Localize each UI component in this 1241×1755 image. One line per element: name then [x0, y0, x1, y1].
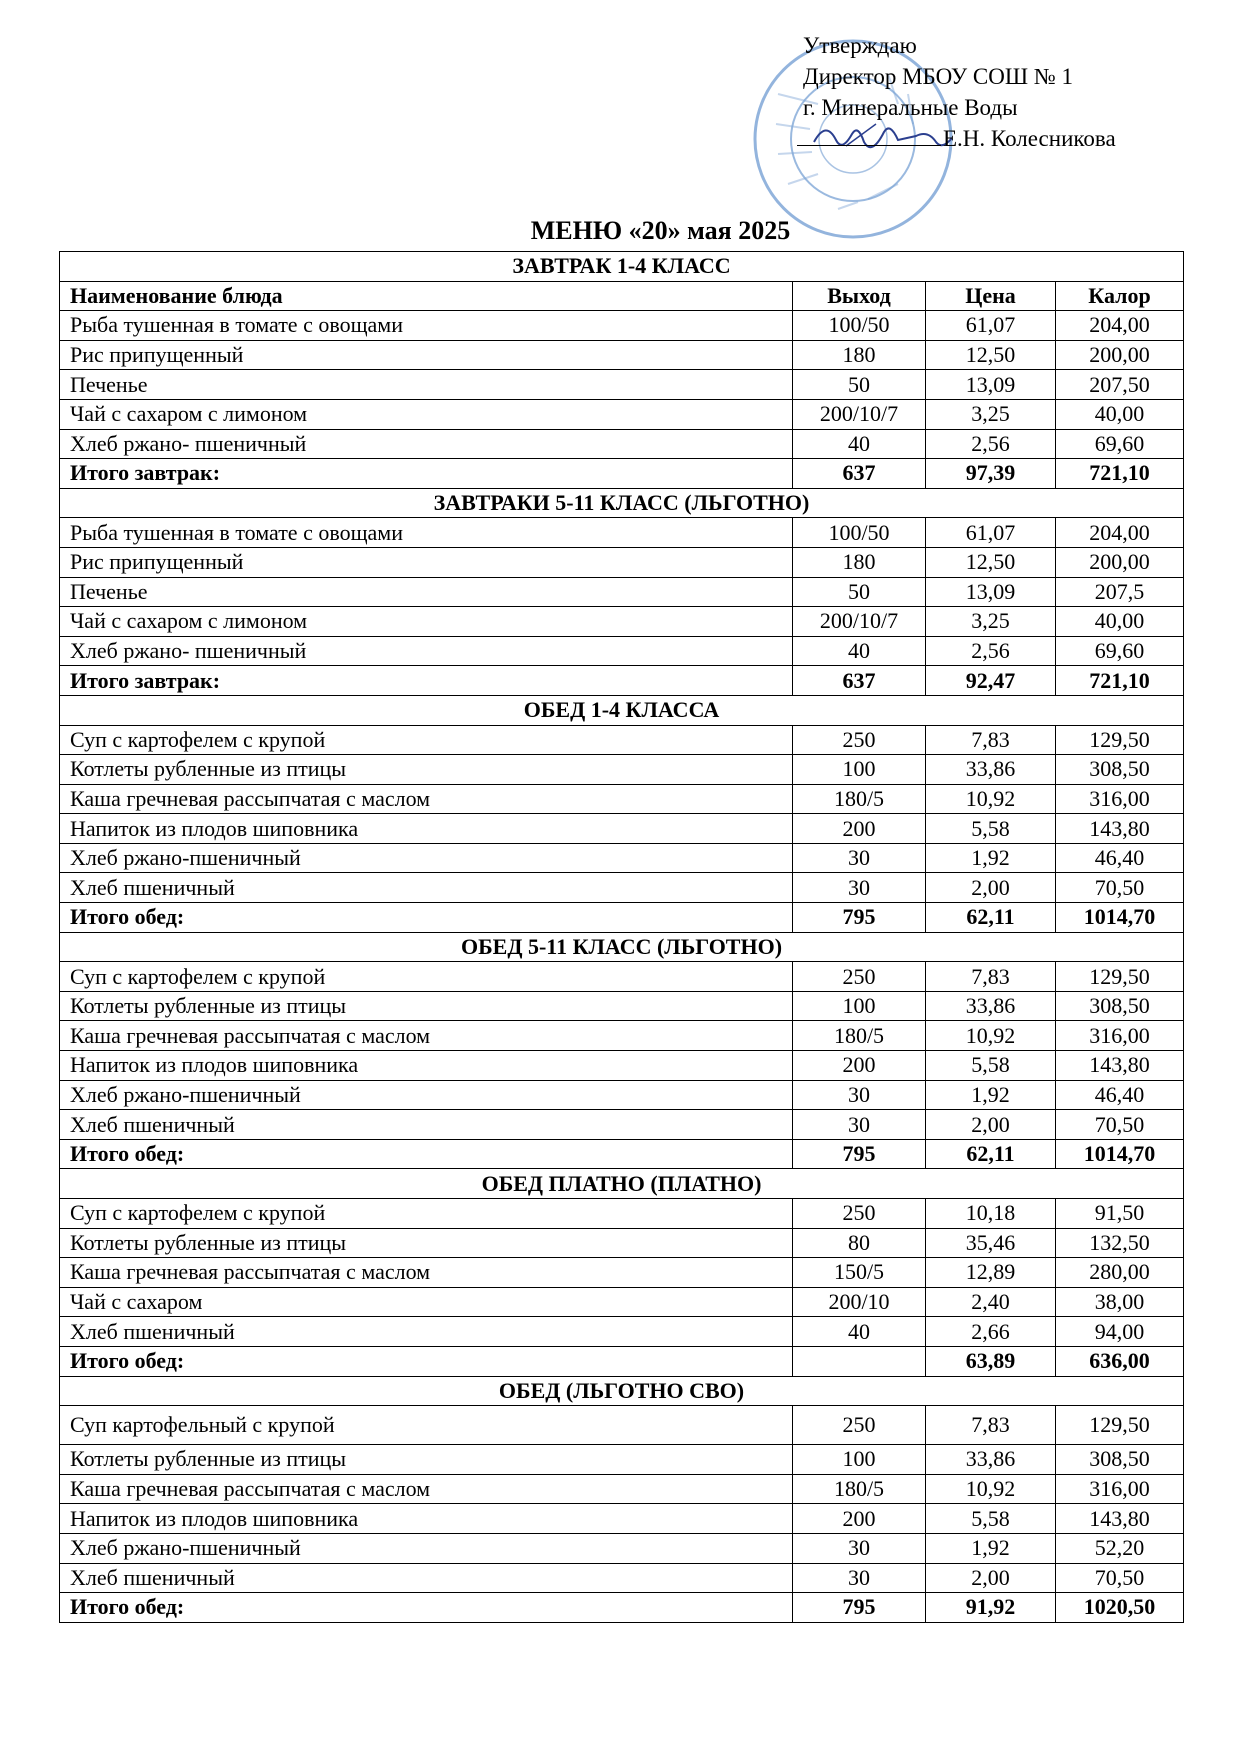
menu-item-row — [60, 1228, 1184, 1258]
dish-price: 2,00 — [926, 1563, 1056, 1593]
approval-signature-line — [797, 123, 1116, 154]
total-price: 97,39 — [926, 459, 1056, 489]
dish-price: 5,58 — [926, 1051, 1056, 1081]
dish-price: 10,18 — [926, 1199, 1056, 1229]
dish-output: 200/10/7 — [793, 399, 926, 429]
total-output: 637 — [793, 666, 926, 696]
dish-name: Хлеб ржано-пшеничный — [60, 1080, 793, 1110]
dish-calories: 69,60 — [1056, 429, 1184, 459]
dish-output: 40 — [793, 429, 926, 459]
dish-calories: 316,00 — [1056, 1021, 1184, 1051]
menu-table — [59, 251, 1184, 1623]
total-row — [60, 1593, 1184, 1623]
dish-output: 30 — [793, 1563, 926, 1593]
dish-calories: 40,00 — [1056, 607, 1184, 637]
dish-calories: 280,00 — [1056, 1258, 1184, 1288]
dish-price: 33,86 — [926, 991, 1056, 1021]
dish-price: 5,58 — [926, 1504, 1056, 1534]
section-title-row — [60, 1376, 1184, 1406]
dish-output: 30 — [793, 873, 926, 903]
dish-name: Суп картофельный с крупой — [60, 1406, 793, 1445]
total-output — [793, 1346, 926, 1376]
total-label: Итого завтрак: — [60, 666, 793, 696]
section-title-row — [60, 488, 1184, 518]
dish-calories: 94,00 — [1056, 1317, 1184, 1347]
dish-price: 61,07 — [926, 518, 1056, 548]
dish-output: 250 — [793, 1406, 926, 1445]
dish-price: 61,07 — [926, 311, 1056, 341]
section-title-row — [60, 695, 1184, 725]
dish-output: 250 — [793, 962, 926, 992]
dish-calories: 69,60 — [1056, 636, 1184, 666]
dish-name: Чай с сахаром с лимоном — [60, 399, 793, 429]
menu-item-row — [60, 429, 1184, 459]
total-output: 795 — [793, 1139, 926, 1169]
dish-calories: 129,50 — [1056, 1406, 1184, 1445]
dish-price: 5,58 — [926, 814, 1056, 844]
dish-output: 250 — [793, 1199, 926, 1229]
dish-output: 30 — [793, 1533, 926, 1563]
dish-calories: 308,50 — [1056, 755, 1184, 785]
column-header-price: Цена — [926, 281, 1056, 311]
dish-output: 40 — [793, 636, 926, 666]
dish-output: 30 — [793, 1080, 926, 1110]
dish-calories: 70,50 — [1056, 1563, 1184, 1593]
dish-calories: 316,00 — [1056, 784, 1184, 814]
dish-output: 50 — [793, 577, 926, 607]
dish-calories: 38,00 — [1056, 1287, 1184, 1317]
dish-name: Печенье — [60, 577, 793, 607]
menu-item-row — [60, 1287, 1184, 1317]
menu-item-row — [60, 311, 1184, 341]
dish-output: 180 — [793, 340, 926, 370]
dish-name: Хлеб ржано- пшеничный — [60, 429, 793, 459]
dish-name: Напиток из плодов шиповника — [60, 1504, 793, 1534]
dish-output: 180 — [793, 547, 926, 577]
menu-table-body — [60, 252, 1184, 1623]
total-price: 92,47 — [926, 666, 1056, 696]
dish-output: 100 — [793, 755, 926, 785]
dish-price: 2,00 — [926, 873, 1056, 903]
dish-output: 50 — [793, 370, 926, 400]
dish-output: 80 — [793, 1228, 926, 1258]
dish-price: 2,56 — [926, 636, 1056, 666]
dish-price: 2,66 — [926, 1317, 1056, 1347]
menu-item-row — [60, 1021, 1184, 1051]
total-label: Итого обед: — [60, 903, 793, 933]
dish-name: Рис припущенный — [60, 547, 793, 577]
dish-calories: 308,50 — [1056, 1445, 1184, 1475]
dish-name: Рыба тушенная в томате с овощами — [60, 311, 793, 341]
dish-output: 200 — [793, 814, 926, 844]
total-calories: 721,10 — [1056, 459, 1184, 489]
total-calories: 636,00 — [1056, 1346, 1184, 1376]
director-name: Е.Н. Колесникова — [943, 126, 1116, 151]
dish-calories: 143,80 — [1056, 1051, 1184, 1081]
dish-name: Хлеб пшеничный — [60, 1317, 793, 1347]
menu-item-row — [60, 399, 1184, 429]
dish-calories: 207,50 — [1056, 370, 1184, 400]
menu-item-row — [60, 1445, 1184, 1475]
dish-calories: 46,40 — [1056, 1080, 1184, 1110]
dish-output: 250 — [793, 725, 926, 755]
dish-price: 3,25 — [926, 607, 1056, 637]
dish-name: Хлеб пшеничный — [60, 1110, 793, 1140]
dish-calories: 52,20 — [1056, 1533, 1184, 1563]
total-price: 63,89 — [926, 1346, 1056, 1376]
dish-calories: 70,50 — [1056, 873, 1184, 903]
total-label: Итого обед: — [60, 1593, 793, 1623]
dish-calories: 207,5 — [1056, 577, 1184, 607]
total-row — [60, 1139, 1184, 1169]
menu-item-row — [60, 518, 1184, 548]
section-title: ОБЕД (ЛЬГОТНО СВО) — [60, 1376, 1184, 1406]
dish-output: 200/10/7 — [793, 607, 926, 637]
dish-price: 10,92 — [926, 784, 1056, 814]
menu-item-row — [60, 340, 1184, 370]
section-title-row — [60, 932, 1184, 962]
dish-price: 33,86 — [926, 1445, 1056, 1475]
dish-output: 100/50 — [793, 518, 926, 548]
dish-name: Хлеб ржано-пшеничный — [60, 1533, 793, 1563]
total-row — [60, 903, 1184, 933]
dish-price: 2,40 — [926, 1287, 1056, 1317]
dish-price: 33,86 — [926, 755, 1056, 785]
dish-output: 100 — [793, 1445, 926, 1475]
dish-name: Котлеты рубленные из птицы — [60, 755, 793, 785]
section-title: ЗАВТРАК 1-4 КЛАСС — [60, 252, 1184, 282]
dish-name: Каша гречневая рассыпчатая с маслом — [60, 784, 793, 814]
dish-price: 12,50 — [926, 547, 1056, 577]
menu-item-row — [60, 547, 1184, 577]
dish-name: Напиток из плодов шиповника — [60, 1051, 793, 1081]
dish-name: Хлеб ржано-пшеничный — [60, 843, 793, 873]
dish-output: 30 — [793, 843, 926, 873]
dish-calories: 40,00 — [1056, 399, 1184, 429]
menu-item-row — [60, 1504, 1184, 1534]
section-title: ЗАВТРАКИ 5-11 КЛАСС (ЛЬГОТНО) — [60, 488, 1184, 518]
dish-output: 30 — [793, 1110, 926, 1140]
total-calories: 721,10 — [1056, 666, 1184, 696]
dish-output: 40 — [793, 1317, 926, 1347]
total-output: 795 — [793, 1593, 926, 1623]
menu-item-row — [60, 607, 1184, 637]
menu-item-row — [60, 1563, 1184, 1593]
total-row — [60, 1346, 1184, 1376]
dish-price: 2,00 — [926, 1110, 1056, 1140]
dish-price: 12,89 — [926, 1258, 1056, 1288]
dish-output: 150/5 — [793, 1258, 926, 1288]
dish-price: 3,25 — [926, 399, 1056, 429]
dish-calories: 129,50 — [1056, 725, 1184, 755]
section-title: ОБЕД ПЛАТНО (ПЛАТНО) — [60, 1169, 1184, 1199]
total-row — [60, 666, 1184, 696]
approval-line-2: Директор МБОУ СОШ № 1 — [803, 64, 1074, 89]
dish-name: Суп с картофелем с крупой — [60, 962, 793, 992]
menu-item-row — [60, 962, 1184, 992]
total-calories: 1014,70 — [1056, 903, 1184, 933]
menu-item-row — [60, 725, 1184, 755]
dish-calories: 204,00 — [1056, 518, 1184, 548]
dish-calories: 200,00 — [1056, 340, 1184, 370]
total-price: 62,11 — [926, 1139, 1056, 1169]
total-price: 91,92 — [926, 1593, 1056, 1623]
signature-underline — [797, 125, 941, 146]
total-output: 795 — [793, 903, 926, 933]
dish-name: Хлеб пшеничный — [60, 1563, 793, 1593]
menu-item-row — [60, 784, 1184, 814]
section-title-row — [60, 252, 1184, 282]
dish-output: 180/5 — [793, 1474, 926, 1504]
column-header-output: Выход — [793, 281, 926, 311]
total-label: Итого обед: — [60, 1139, 793, 1169]
dish-name: Хлеб ржано- пшеничный — [60, 636, 793, 666]
approval-block — [803, 30, 1116, 154]
menu-item-row — [60, 991, 1184, 1021]
dish-output: 180/5 — [793, 784, 926, 814]
dish-calories: 91,50 — [1056, 1199, 1184, 1229]
column-header-row — [60, 281, 1184, 311]
approval-line-1: Утверждаю — [803, 33, 917, 58]
menu-item-row — [60, 1199, 1184, 1229]
section-title: ОБЕД 1-4 КЛАССА — [60, 695, 1184, 725]
dish-calories: 143,80 — [1056, 1504, 1184, 1534]
dish-price: 7,83 — [926, 1406, 1056, 1445]
dish-name: Чай с сахаром с лимоном — [60, 607, 793, 637]
menu-item-row — [60, 370, 1184, 400]
total-price: 62,11 — [926, 903, 1056, 933]
dish-name: Котлеты рубленные из птицы — [60, 1445, 793, 1475]
dish-price: 13,09 — [926, 577, 1056, 607]
dish-price: 1,92 — [926, 1080, 1056, 1110]
dish-calories: 200,00 — [1056, 547, 1184, 577]
dish-name: Каша гречневая рассыпчатая с маслом — [60, 1258, 793, 1288]
page-title: МЕНЮ «20» мая 2025 — [530, 216, 791, 245]
menu-item-row — [60, 1474, 1184, 1504]
total-label: Итого завтрак: — [60, 459, 793, 489]
dish-calories: 143,80 — [1056, 814, 1184, 844]
dish-price: 1,92 — [926, 1533, 1056, 1563]
menu-item-row — [60, 755, 1184, 785]
dish-price: 2,56 — [926, 429, 1056, 459]
dish-calories: 132,50 — [1056, 1228, 1184, 1258]
dish-name: Котлеты рубленные из птицы — [60, 1228, 793, 1258]
menu-item-row — [60, 1406, 1184, 1445]
dish-name: Суп с картофелем с крупой — [60, 1199, 793, 1229]
dish-calories: 46,40 — [1056, 843, 1184, 873]
total-calories: 1014,70 — [1056, 1139, 1184, 1169]
menu-item-row — [60, 1533, 1184, 1563]
dish-price: 10,92 — [926, 1474, 1056, 1504]
dish-calories: 70,50 — [1056, 1110, 1184, 1140]
menu-item-row — [60, 1080, 1184, 1110]
dish-price: 12,50 — [926, 340, 1056, 370]
menu-item-row — [60, 873, 1184, 903]
dish-name: Чай с сахаром — [60, 1287, 793, 1317]
menu-item-row — [60, 1110, 1184, 1140]
dish-name: Суп с картофелем с крупой — [60, 725, 793, 755]
dish-price: 13,09 — [926, 370, 1056, 400]
dish-output: 200 — [793, 1504, 926, 1534]
column-header-name: Наименование блюда — [60, 281, 793, 311]
menu-item-row — [60, 577, 1184, 607]
dish-name: Каша гречневая рассыпчатая с маслом — [60, 1021, 793, 1051]
dish-name: Рыба тушенная в томате с овощами — [60, 518, 793, 548]
dish-name: Каша гречневая рассыпчатая с маслом — [60, 1474, 793, 1504]
dish-price: 35,46 — [926, 1228, 1056, 1258]
dish-price: 7,83 — [926, 725, 1056, 755]
dish-calories: 308,50 — [1056, 991, 1184, 1021]
menu-item-row — [60, 1051, 1184, 1081]
dish-output: 180/5 — [793, 1021, 926, 1051]
total-row — [60, 459, 1184, 489]
dish-name: Рис припущенный — [60, 340, 793, 370]
total-output: 637 — [793, 459, 926, 489]
dish-name: Напиток из плодов шиповника — [60, 814, 793, 844]
dish-output: 100 — [793, 991, 926, 1021]
dish-output: 200/10 — [793, 1287, 926, 1317]
column-header-calories: Калор — [1056, 281, 1184, 311]
total-calories: 1020,50 — [1056, 1593, 1184, 1623]
menu-item-row — [60, 1317, 1184, 1347]
section-title: ОБЕД 5-11 КЛАСС (ЛЬГОТНО) — [60, 932, 1184, 962]
dish-price: 10,92 — [926, 1021, 1056, 1051]
dish-calories: 204,00 — [1056, 311, 1184, 341]
dish-calories: 129,50 — [1056, 962, 1184, 992]
dish-name: Печенье — [60, 370, 793, 400]
dish-name: Хлеб пшеничный — [60, 873, 793, 903]
dish-output: 100/50 — [793, 311, 926, 341]
total-label: Итого обед: — [60, 1346, 793, 1376]
section-title-row — [60, 1169, 1184, 1199]
menu-item-row — [60, 843, 1184, 873]
dish-price: 1,92 — [926, 843, 1056, 873]
dish-name: Котлеты рубленные из птицы — [60, 991, 793, 1021]
dish-calories: 316,00 — [1056, 1474, 1184, 1504]
menu-item-row — [60, 636, 1184, 666]
dish-output: 200 — [793, 1051, 926, 1081]
menu-item-row — [60, 814, 1184, 844]
approval-line-3: г. Минеральные Воды — [803, 95, 1018, 120]
dish-price: 7,83 — [926, 962, 1056, 992]
menu-item-row — [60, 1258, 1184, 1288]
